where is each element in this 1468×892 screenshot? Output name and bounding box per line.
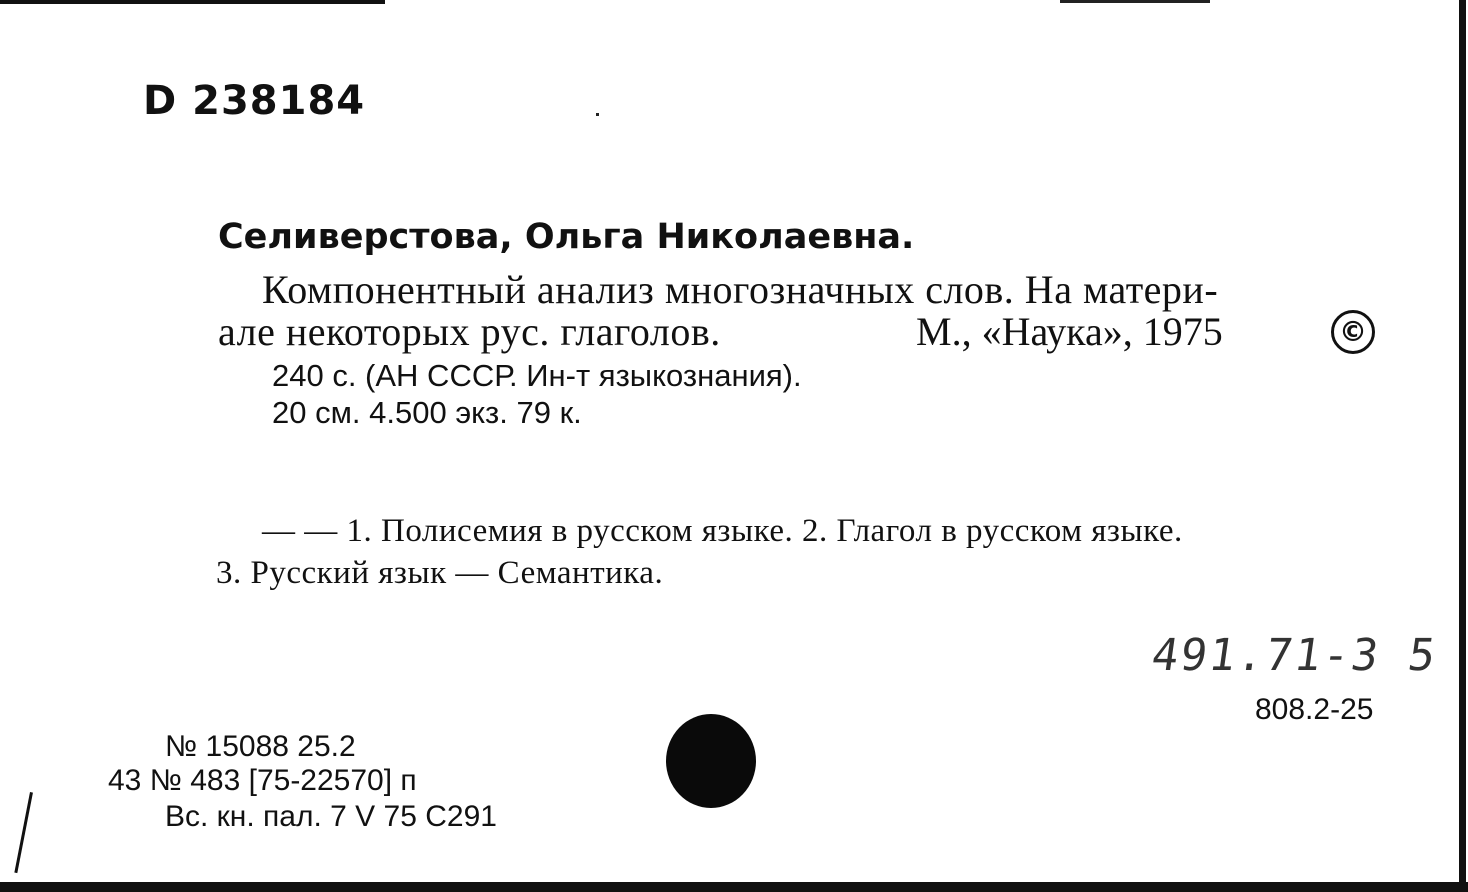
physical-description-line-2: 20 см. 4.500 экз. 79 к. [272, 395, 582, 430]
author-heading: Селиверстова, Ольга Николаевна. [218, 217, 915, 257]
udc-classification: 808.2-25 [1255, 693, 1374, 726]
card-edge-top [0, 0, 385, 4]
pencil-slash-mark [14, 792, 33, 873]
card-edge-right [1459, 0, 1466, 892]
accession-number: D 238184 [143, 78, 366, 124]
physical-description-line-1: 240 с. (АН СССР. Ин-т языкознания). [272, 358, 802, 393]
footer-line-3: Вс. кн. пал. 7 V 75 C291 [165, 800, 497, 833]
title-line-2: але некоторых рус. глаголов. [218, 309, 721, 354]
card-edge-bottom [0, 882, 1468, 892]
title-line-1: Компонентный анализ многозначных слов. На матери- [262, 267, 1219, 312]
publication-info: М., «Наука», 1975 [916, 309, 1223, 354]
punched-hole [666, 714, 756, 808]
footer-line-2: 43 № 483 [75-22570] п [108, 764, 417, 797]
footer-line-1: № 15088 25.2 [165, 730, 356, 763]
subject-headings-line-2: 3. Русский язык — Семантика. [216, 555, 664, 591]
card-edge-top-right [1060, 0, 1210, 3]
speck [596, 113, 599, 116]
subject-headings-line-1: — — 1. Полисемия в русском языке. 2. Глагол в русском языке. [262, 513, 1183, 549]
handwritten-shelf-code: 491.71-3 5 [1148, 630, 1441, 681]
copyright-icon: © [1331, 310, 1375, 354]
